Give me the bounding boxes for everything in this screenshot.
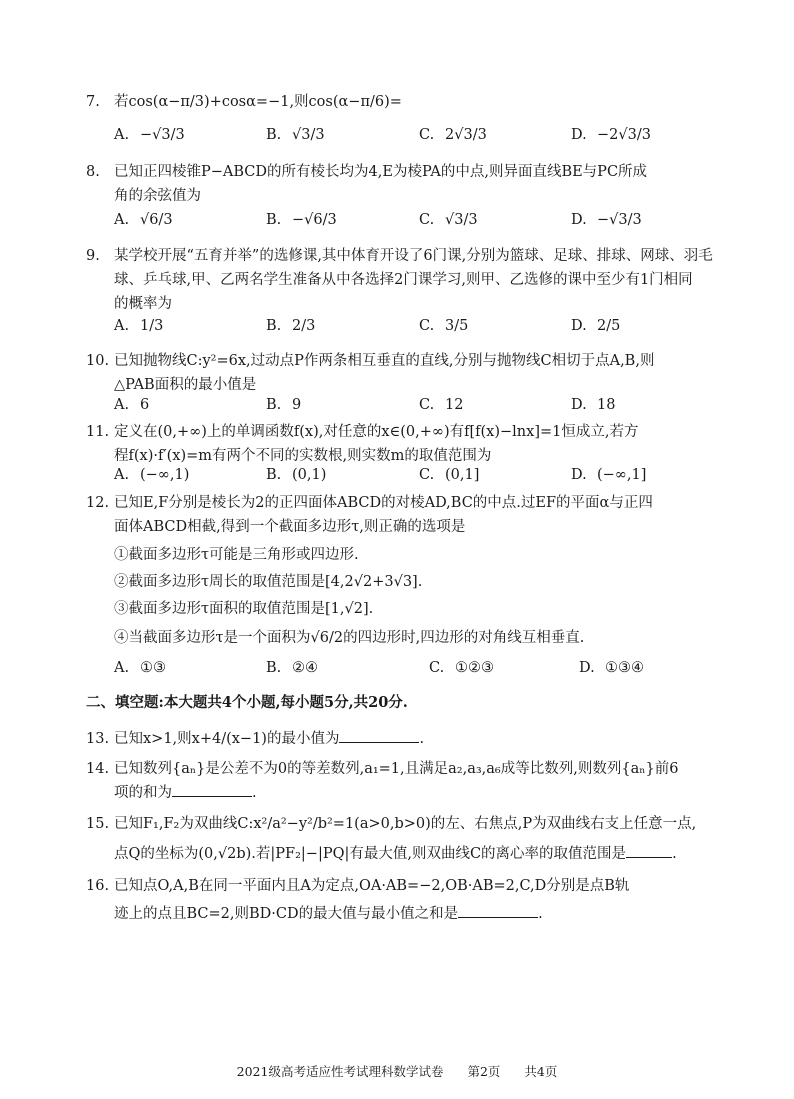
option-b: B. √3/3 [266, 127, 325, 143]
question-10 [86, 349, 726, 397]
question-number: 12. [86, 495, 110, 511]
option-b: B. 9 [266, 397, 302, 413]
question-number: 11. [86, 424, 110, 440]
question-9 [86, 244, 726, 316]
option-c: C. (0,1] [419, 467, 480, 483]
option-c: C. √3/3 [419, 212, 478, 228]
question-8-options [114, 212, 734, 240]
question-text-line-2: 迹上的点且BC=2,则BD·CD的最大值与最小值之和是 [114, 906, 459, 922]
question-text-line-1: 已知E,F分别是棱长为2的正四面体ABCD的对棱AD,BC的中点.过EF的平面α与正四 [114, 495, 653, 511]
question-number: 9. [86, 248, 100, 264]
question-15: 15. 已知F₁,F₂为双曲线C:x²/a²−y²/b²=1(a>0,b>0)的左、右焦点,P为双曲线右支上任意一点, 点Q的坐标为(0,√2b).若|PF₂|−|PQ|有最大值,则双曲线C的离心率的取值范围是 . [86, 812, 726, 866]
option-d: D. −2√3/3 [571, 127, 651, 143]
statement-4: ④当截面多边形τ是一个面积为√6/2的四边形时,四边形的对角线互相垂直. [114, 630, 585, 646]
question-text-line-2: 角的余弦值为 [114, 188, 201, 204]
option-d: D. 18 [571, 397, 616, 413]
question-text-line-2: 面体ABCD相截,得到一个截面多边形τ,则正确的选项是 [114, 519, 466, 535]
exam-title: 2021级高考适应性考试理科数学试卷 [236, 1064, 444, 1079]
option-a: A. −√3/3 [114, 127, 185, 143]
option-d: D. (−∞,1] [571, 467, 647, 483]
statement-1: ①截面多边形τ可能是三角形或四边形. [114, 547, 359, 563]
question-12-options [114, 660, 734, 688]
question-text-line-2: 项的和为 [114, 785, 172, 801]
question-text-line-1: 已知抛物线C:y²=6x,过动点P作两条相互垂直的直线,分别与抛物线C相切于点A,B,则 [114, 353, 655, 369]
option-b: B. 2/3 [266, 318, 316, 334]
question-text-line-2: 点Q的坐标为(0,√2b).若|PF₂|−|PQ|有最大值,则双曲线C的离心率的取值范围是 [114, 846, 627, 862]
page-footer [0, 1062, 794, 1080]
page-total: 共4页 [524, 1064, 558, 1079]
page-number: 第2页 [467, 1064, 501, 1079]
question-11 [86, 420, 726, 468]
question-number: 8. [86, 164, 100, 180]
question-number: 16. [86, 878, 110, 894]
option-d: D. 2/5 [571, 318, 621, 334]
option-a: A. √6/3 [114, 212, 173, 228]
question-number: 10. [86, 353, 110, 369]
question-number: 13. [86, 731, 110, 747]
question-text-line-1: 某学校开展“五育并举”的选修课,其中体育开设了6门课,分别为篮球、足球、排球、网球、羽毛 [114, 248, 713, 264]
question-number: 14. [86, 761, 110, 777]
answer-blank [172, 782, 252, 797]
question-14: 14. 已知数列{aₙ}是公差不为0的等差数列,a₁=1,且满足a₂,a₃,a₆成等比数列,则数列{aₙ}前6 项的和为 . [86, 757, 726, 805]
question-text-line-2: 程f(x)·f′(x)=m有两个不同的实数根,则实数m的取值范围为 [114, 448, 492, 464]
option-b: B. (0,1) [266, 467, 327, 483]
question-number: 15. [86, 816, 110, 832]
question-13: 13. 已知x>1,则x+4/(x−1)的最小值为 . [86, 727, 726, 751]
option-d: D. −√3/3 [571, 212, 642, 228]
statement-3: ③截面多边形τ面积的取值范围是[1,√2]. [114, 601, 374, 617]
answer-blank [626, 843, 672, 858]
section-heading: 二、填空题:本大题共4个小题,每小题5分,共20分. [86, 694, 408, 711]
question-8 [86, 160, 726, 208]
question-text-line-1: 定义在(0,+∞)上的单调函数f(x),对任意的x∈(0,+∞)有f[f(x)−lnx]=1恒成立,若方 [114, 424, 639, 440]
question-text-line-2: △PAB面积的最小值是 [114, 377, 257, 393]
option-a: A. ①③ [114, 660, 166, 676]
question-text-line-1: 已知F₁,F₂为双曲线C:x²/a²−y²/b²=1(a>0,b>0)的左、右焦点,P为双曲线右支上任意一点, [114, 816, 697, 832]
question-text-line-1: 已知数列{aₙ}是公差不为0的等差数列,a₁=1,且满足a₂,a₃,a₆成等比数列,则数列{aₙ}前6 [114, 761, 679, 777]
option-d: D. ①③④ [579, 660, 644, 676]
answer-blank [339, 728, 419, 743]
question-text-line-1: 已知正四棱锥P−ABCD的所有棱长均为4,E为棱PA的中点,则异面直线BE与PC所成 [114, 164, 648, 180]
question-number: 7. [86, 94, 100, 110]
option-c: C. 3/5 [419, 318, 469, 334]
question-text: 已知x>1,则x+4/(x−1)的最小值为 [114, 731, 340, 747]
question-7 [86, 90, 726, 114]
question-text-line-2: 球、乒乓球,甲、乙两名学生准备从中各选择2门课学习,则甲、乙选修的课中至少有1门相同 [114, 272, 693, 288]
option-a: A. 6 [114, 397, 150, 413]
option-c: C. 2√3/3 [419, 127, 487, 143]
statement-2: ②截面多边形τ周长的取值范围是[4,2√2+3√3]. [114, 574, 423, 590]
question-12 [86, 491, 726, 539]
answer-blank [458, 903, 538, 918]
option-c: C. 12 [419, 397, 464, 413]
question-text-line-3: 的概率为 [114, 296, 172, 312]
option-c: C. ①②③ [429, 660, 494, 676]
question-text-line-1: 已知点O,A,B在同一平面内且A为定点,OA·AB=−2,OB·AB=2,C,D分别是点B轨 [114, 878, 630, 894]
question-text: 若cos(α−π/3)+cosα=−1,则cos(α−π/6)= [114, 94, 402, 110]
option-a: A. 1/3 [114, 318, 164, 334]
question-9-options [114, 318, 734, 346]
question-16: 16. 已知点O,A,B在同一平面内且A为定点,OA·AB=−2,OB·AB=2,C,D分别是点B轨 迹上的点且BC=2,则BD·CD的最大值与最小值之和是 . [86, 874, 726, 926]
question-7-options [114, 127, 734, 155]
option-a: A. (−∞,1) [114, 467, 190, 483]
option-b: B. −√6/3 [266, 212, 337, 228]
option-b: B. ②④ [266, 660, 318, 676]
